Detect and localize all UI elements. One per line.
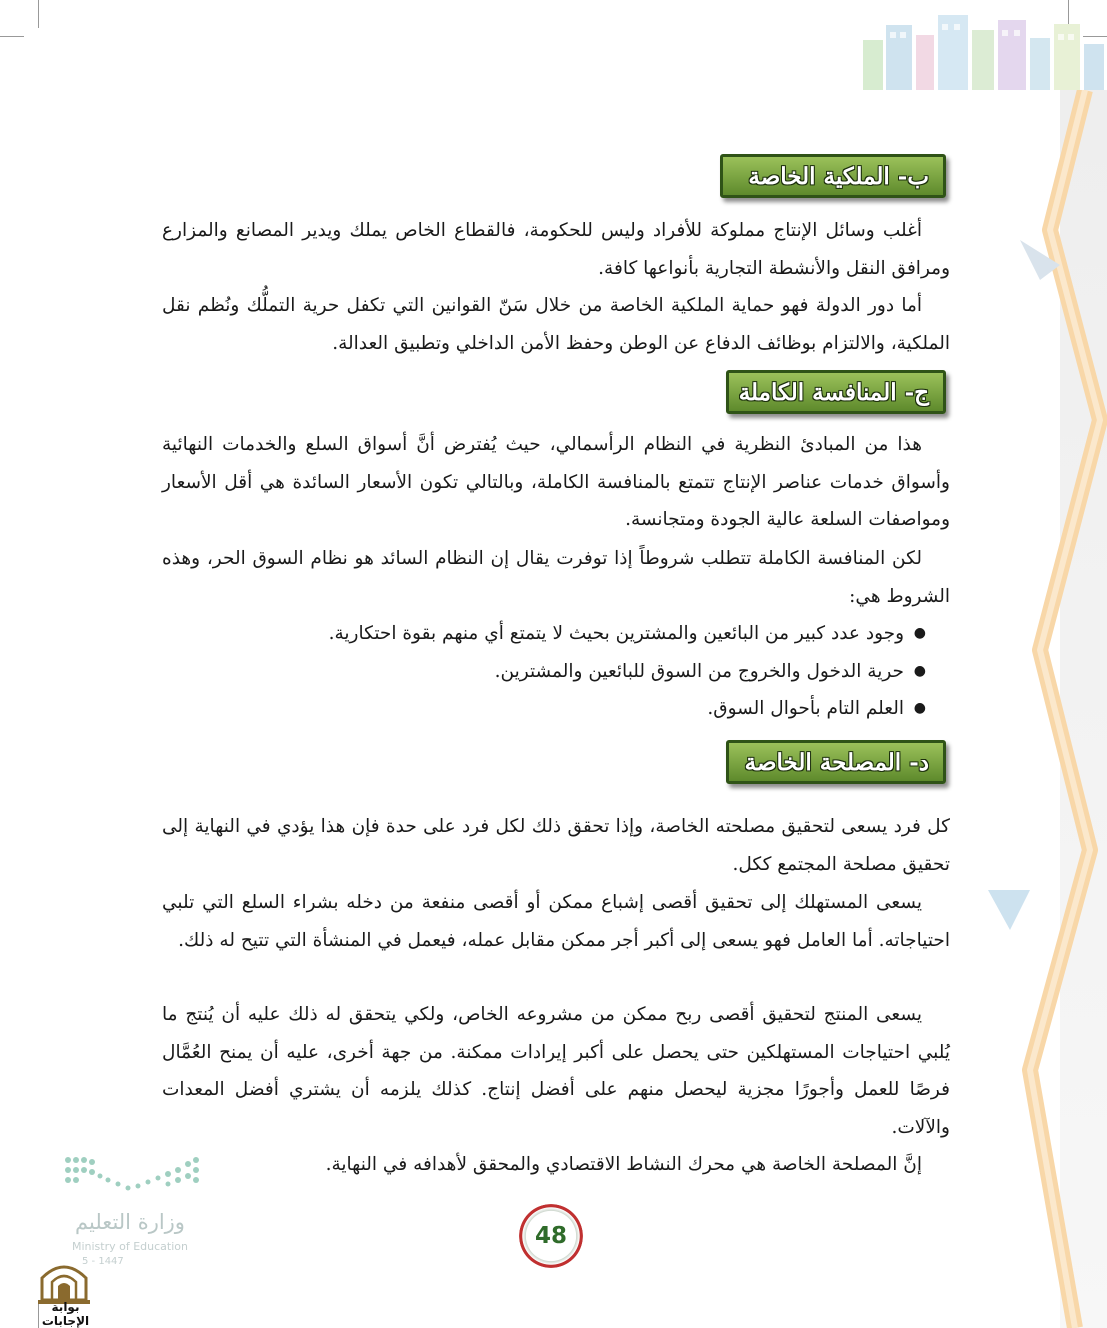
heading-label: ج- المنافسة الكاملة: [738, 378, 929, 406]
ministry-logo-icon: [58, 1152, 203, 1212]
paragraph: هذا من المبادئ النظرية في النظام الرأسمالي، حيث يُفترض أنَّ أسواق السلع والخدمات النهائية وأسواق خدمات عناصر الإنتاج تتمتع بالمنافسة الكاملة، وبالتالي تكون الأسعار السائدة هي أقل الأسعار ومواصفات السلعة عالية الجودة ومتجانسة.: [162, 434, 950, 530]
edition-year: 5 - 1447: [82, 1256, 124, 1267]
heading-self-interest: [726, 740, 946, 784]
heading-perfect-competition: [726, 370, 946, 414]
paragraph: كل فرد يسعى لتحقيق مصلحته الخاصة، وإذا تحقق ذلك لكل فرد على حدة فإن هذا يؤدي في النهاية إلى تحقيق مصلحة المجتمع ككل.: [162, 816, 950, 875]
page-number-badge: [519, 1204, 583, 1268]
buildings-decoration: [858, 10, 1107, 90]
paragraph: لكن المنافسة الكاملة تتطلب شروطاً إذا توفرت يقال إن النظام السائد هو نظام السوق الحر، وهذه الشروط هي:: [162, 548, 950, 607]
watermark-label: بوابة الإجابات: [41, 1300, 90, 1328]
conditions-list: [240, 615, 930, 728]
heading-private-property: [720, 154, 946, 198]
paragraph: أغلب وسائل الإنتاج مملوكة للأفراد وليس للحكومة، فالقطاع الخاص يملك ويدير المصانع والمزارع ومرافق النقل والأنشطة التجارية بأنواعها كافة.: [162, 220, 950, 279]
list-item: ● حرية الدخول والخروج من السوق للبائعين والمشترين.: [240, 653, 930, 691]
crop-mark: [38, 0, 39, 28]
list-item: ● العلم التام بأحوال السوق.: [240, 690, 930, 728]
paragraph: إنَّ المصلحة الخاصة هي محرك النشاط الاقتصادي والمحقق لأهدافه في النهاية.: [325, 1154, 922, 1175]
crop-mark: [0, 36, 24, 37]
paragraph: يسعى المنتج لتحقيق أقصى ربح ممكن من مشروعه الخاص، ولكي يتحقق له ذلك عليه أن يُنتج ما يُلبي احتياجات المستهلكين حتى يحصل على أكبر إيرادات ممكنة. من جهة أخرى، عليه أن يمنح العُمَّال فرصًا للعمل وأجورًا مجزية ليحصل منهم على أفضل إنتاج. كذلك يلزمه أن يشتري أفضل المعدات والآلات.: [162, 1004, 950, 1138]
heading-label: ب- الملكية الخاصة: [748, 162, 929, 190]
page-number: 48: [534, 1223, 567, 1249]
heading-label: د- المصلحة الخاصة: [744, 748, 929, 776]
paragraph: يسعى المستهلك إلى تحقيق أقصى إشباع ممكن أو أقصى منفعة من دخله بشراء السلع التي تلبي احتياجاته. أما العامل فهو يسعى إلى أكبر أجر ممكن مقابل عمله، فيعمل في المنشأة التي تتيح له ذلك.: [162, 892, 950, 951]
paragraph: أما دور الدولة فهو حماية الملكية الخاصة من خلال سَنّ القوانين التي تكفل حرية التملُّك ونُظم نقل الملكية، والالتزام بوظائف الدفاع عن الوطن وحفظ الأمن الداخلي وتطبيق العدالة.: [162, 295, 950, 354]
ministry-name-english: Ministry of Education: [71, 1240, 188, 1253]
ministry-name-arabic: وزارة التعليم: [75, 1210, 185, 1234]
list-item: ● وجود عدد كبير من البائعين والمشترين بحيث لا يتمتع أي منهم بقوة احتكارية.: [240, 615, 930, 653]
